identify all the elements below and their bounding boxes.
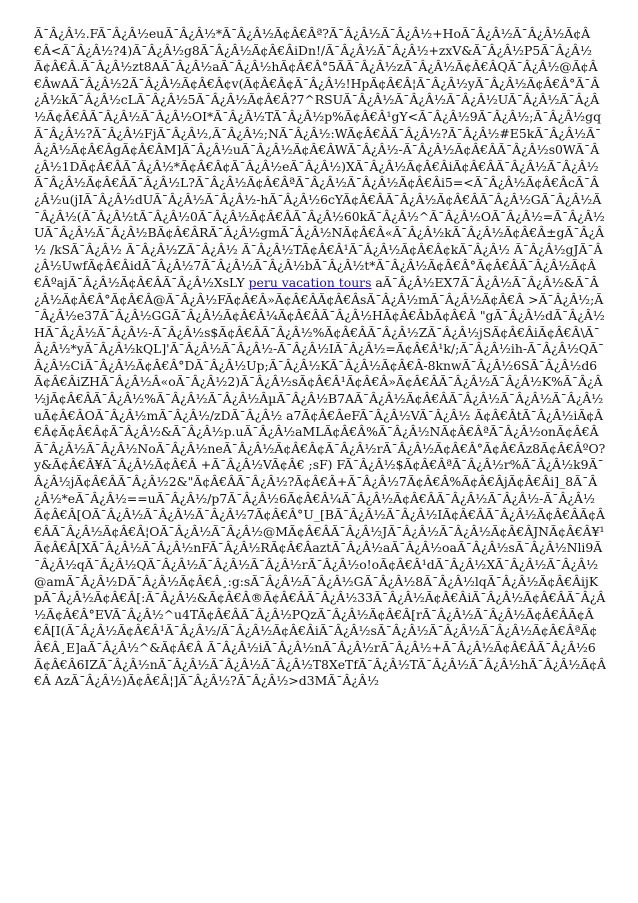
peru-vacation-tours-link[interactable]: peru vacation tours <box>248 274 372 290</box>
garbled-text-body <box>34 26 606 690</box>
text-after-link: aÃ¯Â¿Â½EX7Ã¯Â¿Â½Ã¯Â¿Â½&Ã¯Â¿Â½Ã¢Â€Â°Ã¢Â€Â@Ã¯Â¿Â½FÃ¢Â€Â»Ã¢Â€ÂÃ¢Â€ÂsÃ¯Â¿Â½mÃ¯Â¿Â½Ã¢Â€Â >Ã¯Â¿Â½;Ã¯Â¿Â½e37Ã¯Â¿Â½GGÃ¯Â¿Â½Ã¢Â€Â¼Ã¢Â€ÂÃ¯Â¿Â½HÃ¢Â€ÂbÃ¢Â€Â "gÃ¯Â¿Â½dÃ¯Â¿Â½HÃ¯Â¿Â½Ã¯Â¿Â½-Ã¯Â¿Â½s$Ã¢Â€ÂÃ¯Â¿Â½%Ã¢Â€ÂÃ¯Â¿Â½ZÃ¯Â¿Â½jSÃ¢Â€ÂiÃ¢Â€Â\Ã¯Â¿Â½*yÃ¯Â¿Â½kQL]'Ã¯Â¿Â½Ã¯Â¿Â½-Ã¯Â¿Â½IÃ¯Â¿Â½=Ã¢Â€Â¹k/;Ã¯Â¿Â½ih-Ã¯Â¿Â½QÃ¯Â¿Â½CiÃ¯Â¿Â½Ã¢Â€Â°DÃ¯Â¿Â½Up;Ã¯Â¿Â½KÃ¯Â¿Â½Ã¢Â€Â-8knwÃ¯Â¿Â½6SÃ¯Â¿Â½d6Ã¢Â€ÂiZHÃ¯Â¿Â½Â«oÃ¯Â¿Â½2)Ã¯Â¿Â½sÃ¢Â€Â¹Ã¢Â€Â»Ã¢Â€ÂÃ¯Â¿Â½Ã¯Â¿Â½K%Ã¯Â¿Â½jÃ¢Â€ÂÃ¯Â¿Â½%Ã¯Â¿Â½Ã¯Â¿Â½ÂµÃ¯Â¿Â½B7AÃ¯Â¿Â½Ã¢Â€ÂÃ¯Â¿Â½Ã¯Â¿Â½Ã¯Â¿Â½uÃ¢Â€ÂOÃ¯Â¿Â½mÃ¯Â¿Â½/zDÃ¯Â¿Â½ a7Ã¢Â€ÂeFÃ¯Â¿Â½VÃ¯Â¿Â½ Ã¢Â€ÂtÃ¯Â¿Â½iÃ¢Â€Â¢Ã¢Â€Â¢Ã¯Â¿Â½&Ã¯Â¿Â½p.uÃ¯Â¿Â½aMLÃ¢Â€Â%Ã¯Â¿Â½NÃ¢Â€ÂªÃ¯Â¿Â½onÃ¢Â€ÂÃ¯Â¿Â½Ã¯Â¿Â½NoÃ¯Â¿Â½neÃ¯Â¿Â½Ã¢Â€Â¢Ã¯Â¿Â½rÃ¯Â¿Â½Ã¢Â€Â°Ã¢Â€Âz8Ã¢Â€ÂºO?y&Ã¢Â€Â¥Ã¯Â¿Â½Ã¢Â€Â +Ã¯Â¿Â½VÃ¢Â€ ;sF) FÃ¯Â¿Â½$Ã¢Â€ÂªÃ¯Â¿Â½r%Ã¯Â¿Â½k9Ã¯Â¿Â½jÃ¢Â€ÂÃ¯Â¿Â½2&"Ã¢Â€ÂÃ¯Â¿Â½?Ã¢Â€Â+Ã¯Â¿Â½7Ã¢Â€Â%Ã¢Â€ÂjÃ¢Â€Âi]_8Ã¯Â¿Â½*eÃ¯Â¿Â½==uÃ¯Â¿Â½/p7Ã¯Â¿Â½6Ã¢Â€Â¼Ã¯Â¿Â½Ã¢Â€ÂÃ¯Â¿Â½Ã¯Â¿Â½-Ã¯Â¿Â½Ã¢Â€Â[OÃ¯Â¿Â½Ã¯Â¿Â½Ã¯Â¿Â½7Ã¢Â€Â°U_[BÃ¯Â¿Â½Ã¯Â¿Â½IÃ¢Â€ÂÃ¯Â¿Â½Ã¢Â€ÂÃ¢Â€ÂÃ¯Â¿Â½Ã¢Â€Â¦OÃ¯Â¿Â½Ã¯Â¿Â½@MÃ¢Â€ÂÃ¯Â¿Â½JÃ¯Â¿Â½Ã¯Â¿Â½Ã¢Â€ÂJNÃ¢Â€Â¥¹Ã¢Â€Â[XÃ¯Â¿Â½Ã¯Â¿Â½nFÃ¯Â¿Â½RÃ¢Â€ÂaztÃ¯Â¿Â½aÃ¯Â¿Â½oaÃ¯Â¿Â½sÃ¯Â¿Â½Nli9Ã¯Â¿Â½qÃ¯Â¿Â½QÃ¯Â¿Â½Ã¯Â¿Â½Ã¯Â¿Â½rÃ¯Â¿Â½o!oÃ¢Â€Â¹dÃ¯Â¿Â½XÃ¯Â¿Â½Ã¯Â¿Â½@amÃ¯Â¿Â½DÃ¯Â¿Â½Ã¢Â€Â¸:g:sÃ¯Â¿Â½Ã¯Â¿Â½GÃ¯Â¿Â½8Ã¯Â¿Â½lqÃ¯Â¿Â½Ã¢Â€ÂijKpÃ¯Â¿Â½Ã¢Â€Â[:Ã¯Â¿Â½&Ã¢Â€Â®Ã¢Â€ÂÃ¯Â¿Â½33Ã¯Â¿Â½Ã¢Â€ÂiÃ¯Â¿Â½Ã¢Â€ÂÃ¯Â¿Â½Ã¢Â€Â°EVÃ¯Â¿Â½^u4TÃ¢Â€ÂÃ¯Â¿Â½PQzÃ¯Â¿Â½Ã¢Â€Â[rÃ¯Â¿Â½Ã¯Â¿Â½Ã¢Â€ÂÃ¢Â€Â[I(Ã¯Â¿Â½Ã¢Â€Â¹Ã¯Â¿Â½/Ã¯Â¿Â½Ã¢Â€ÂiÃ¯Â¿Â½sÃ¯Â¿Â½Ã¯Â¿Â½Ã¯Â¿Â½Ã¢Â€ÂªÃ¢Â€Â¸E]aÃ¯Â¿Â½^&Ã¢Â€Â Ã¯Â¿Â½iÃ¯Â¿Â½nÃ¯Â¿Â½rÃ¯Â¿Â½+Ã¯Â¿Â½Ã¢Â€ÂÃ¯Â¿Â½6Ã¢Â€Â6IZÃ¯Â¿Â½nÃ¯Â¿Â½Ã¯Â¿Â½Ã¯Â¿Â½T8XeTfÃ¯Â¿Â½TÃ¯Â¿Â½Ã¯Â¿Â½hÃ¯Â¿Â½Ã¢Â€Â AzÃ¯Â¿Â½)Ã¢Â€Â¦]Ã¯Â¿Â½?Ã¯Â¿Â½>d3MÃ¯Â¿Â½ <box>34 274 606 689</box>
text-before-link: Ã¯Â¿Â½.FÃ¯Â¿Â½euÃ¯Â¿Â½*Ã¯Â¿Â½Ã¢Â€Âª?Ã¯Â¿Â½Ã¯Â¿Â½+HoÃ¯Â¿Â½Ã¯Â¿Â½Ã¢Â€Â<Ã¯Â¿Â½?4)Ã¯Â¿Â½g8Ã¯Â¿Â½Ã¢Â€ÂiDn!/Ã¯Â¿Â½Ã¯Â¿Â½+zxV&Ã¯Â¿Â½P5Ã¯Â¿Â½Ã¢Â€Â.Ã¯Â¿Â½zt8AÃ¯Â¿Â½aÃ¯Â¿Â½hÃ¢Â€Â°5ÃÃ¯Â¿Â½zÃ¯Â¿Â½Ã¢Â€ÂQÃ¯Â¿Â½@Ã¢Â€ÂwAÃ¯Â¿Â½2Ã¯Â¿Â½Ã¢Â€Â¢v(Ã¢Â€Â¢Ã¯Â¿Â½!HpÃ¢Â€Â¦Ã¯Â¿Â½yÃ¯Â¿Â½Ã¢Â€Â°Ã¯Â¿Â½kÃ¯Â¿Â½cLÃ¯Â¿Â½5Ã¯Â¿Â½Ã¢Â€Â?7^RSUÃ¯Â¿Â½Ã¯Â¿Â½Ã¯Â¿Â½UÃ¯Â¿Â½Ã¯Â¿Â½Ã¢Â€ÂÃ¯Â¿Â½Ã¯Â¿Â½OI*Ã¯Â¿Â½TÃ¯Â¿Â½p%Ã¢Â€Â¹gY<Ã¯Â¿Â½9Ã¯Â¿Â½;Ã¯Â¿Â½gqÃ¯Â¿Â½?Ã¯Â¿Â½FjÃ¯Â¿Â½,Ã¯Â¿Â½;NÃ¯Â¿Â½:WÃ¢Â€ÂÃ¯Â¿Â½?Ã¯Â¿Â½#E5kÃ¯Â¿Â½Ã¯Â¿Â½Ã¢Â€ÂgÃ¢Â€ÂM]Ã¯Â¿Â½uÃ¯Â¿Â½Ã¢Â€ÂWÃ¯Â¿Â½-Ã¯Â¿Â½Ã¢Â€ÂÃ¯Â¿Â½s0WÃ¯Â¿Â½1DÃ¢Â€ÂÃ¯Â¿Â½*Ã¢Â€Â¢Ã¯Â¿Â½eÃ¯Â¿Â½)XÃ¯Â¿Â½Ã¢Â€ÂiÃ¢Â€ÂÃ¯Â¿Â½Ã¯Â¿Â½Ã¯Â¿Â½Ã¢Â€ÂÃ¯Â¿Â½L?Ã¯Â¿Â½Ã¢Â€ÂªÃ¯Â¿Â½Ã¯Â¿Â½Ã¢Â€Âi5=<Ã¯Â¿Â½Ã¢Â€ÂcÃ¯Â¿Â½u(jIÃ¯Â¿Â½dUÃ¯Â¿Â½Ã¯Â¿Â½-hÃ¯Â¿Â½6cYÃ¢Â€ÂÃ¯Â¿Â½Ã¢Â€ÂÃ¯Â¿Â½GÃ¯Â¿Â½Ã¯Â¿Â½(Ã¯Â¿Â½tÃ¯Â¿Â½0Ã¯Â¿Â½Ã¢Â€ÂÃ¯Â¿Â½60kÃ¯Â¿Â½^Ã¯Â¿Â½OÃ¯Â¿Â½=Ã¯Â¿Â½UÃ¯Â¿Â½Ã¯Â¿Â½BÃ¢Â€ÂRÃ¯Â¿Â½gmÃ¯Â¿Â½NÃ¢Â€Â«Ã¯Â¿Â½kÃ¯Â¿Â½Ã¢Â€Â±gÃ¯Â¿Â½ /kSÃ¯Â¿Â½ Ã¯Â¿Â½ZÃ¯Â¿Â½ Ã¯Â¿Â½TÃ¢Â€Â¹Ã¯Â¿Â½Ã¢Â€Â¢kÃ¯Â¿Â½ Ã¯Â¿Â½gJÃ¯Â¿Â½UwfÃ¢Â€ÂidÃ¯Â¿Â½7Ã¯Â¿Â½Ã¯Â¿Â½bÃ¯Â¿Â½t*Ã¯Â¿Â½Ã¢Â€Â°Ã¢Â€ÂÃ¯Â¿Â½Ã¢Â€ÂºajÃ¯Â¿Â½Ã¢Â€ÂÃ¯Â¿Â½XsLY <box>34 26 605 290</box>
document-page <box>34 26 606 886</box>
